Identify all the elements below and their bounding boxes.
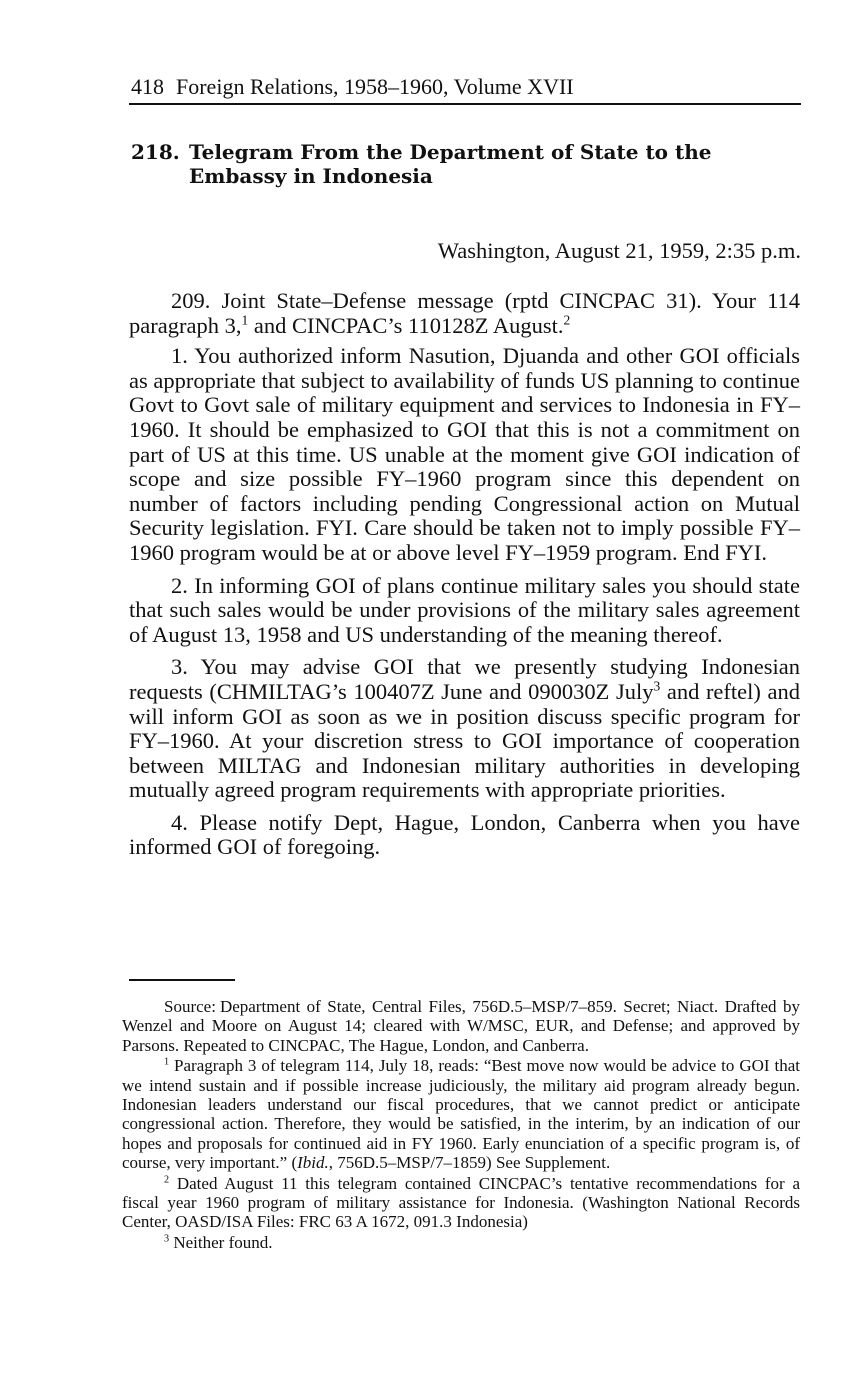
footnote-1-mark: 1 bbox=[164, 1056, 170, 1068]
footnote-1-text-a: Paragraph 3 of telegram 114, July 18, reads: “Best move now would be advice to GOI that we intend sustain and if possible increase judiciously, the military aid program already begun. Indonesian leaders understand our fiscal procedures, that we cannot predict or anticipate congressional action. Therefore, they would be satisfied, in the interim, by an indication of our hopes and proposals for continued aid in FY 1960. Early enunciation of a specific program is, of course, very important.” ( bbox=[122, 1056, 800, 1173]
paragraph-3-text-2: and reftel) and will inform GOI as soon as we in position discuss specific program for FY–1960. At your discretion stress to GOI importance of cooperation between MILTAG and Indonesian military authorities in developing mutually agreed program requirements with appropriate priorities. bbox=[129, 678, 800, 803]
footnote-ref-1: 1 bbox=[241, 312, 249, 328]
paragraph-2: 2. In informing GOI of plans continue military sales you should state that such sales would be under provisions of the military sales agreement of August 13, 1958 and US understanding of the meaning thereof. bbox=[129, 572, 800, 647]
footnote-2-mark: 2 bbox=[164, 1174, 170, 1185]
footnote-1 bbox=[122, 1056, 800, 1172]
document-number: 218. bbox=[131, 140, 180, 164]
footnote-3-text: Neither found. bbox=[169, 1232, 273, 1252]
footnote-1-ibid: Ibid. bbox=[297, 1153, 329, 1173]
footnote-rule bbox=[129, 979, 235, 981]
paragraph-1: 1. You authorized inform Nasution, Djuanda and other GOI officials as appropriate that subject to availability of funds US planning to continue Govt to Govt sale of military equipment and services to Indonesia in FY–1960. It should be emphasized to GOI that this is not a commitment on part of US at this time. US unable at the moment give GOI indication of scope and size possible FY–1960 program since this dependent on number of factors including pending Congressional action on Mutual Security legislation. FYI. Care should be taken not to imply possible FY–1960 program would be at or above level FY–1959 program. End FYI. bbox=[129, 343, 800, 565]
document-title: Telegram From the Department of State to the Embassy in Indonesia bbox=[189, 140, 712, 188]
header-rule bbox=[129, 103, 801, 105]
source-text: Department of State, Central Files, 756D.5–MSP/7–859. Secret; Niact. Drafted by Wenzel and Moore on August 14; cleared with W/MSC, EUR, and Defense; and approved by Parsons. Repeated to CINCPAC, The Hague, London, and Canberra. bbox=[122, 997, 800, 1055]
opening-text-1: 209. Joint State–Defense message (rptd CINCPAC 31). Your 114 paragraph 3, bbox=[129, 288, 800, 338]
footnotes bbox=[122, 997, 800, 1253]
opening-text-2: and CINCPAC’s 110128Z August. bbox=[248, 312, 564, 338]
paragraph-4: 4. Please notify Dept, Hague, London, Canberra when you have informed GOI of foregoing. bbox=[129, 809, 800, 860]
source-note bbox=[122, 997, 800, 1055]
running-title: Foreign Relations, 1958–1960, Volume XVII bbox=[176, 74, 574, 99]
paragraph-3 bbox=[129, 655, 800, 803]
footnote-2-text: Dated August 11 this telegram contained CINCPAC’s tentative recommendations for a fiscal year 1960 program of military assistance for Indonesia. (Washington National Records Center, OASD/ISA Files: FRC 63 A 1672, 091.3 Indonesia) bbox=[122, 1173, 800, 1232]
footnote-2 bbox=[122, 1174, 800, 1232]
footnote-3 bbox=[122, 1233, 800, 1252]
dateline: Washington, August 21, 1959, 2:35 p.m. bbox=[437, 238, 801, 263]
footnote-ref-3: 3 bbox=[653, 678, 661, 694]
footnote-3-mark: 3 bbox=[164, 1233, 170, 1245]
footnote-1-text-b: , 756D.5–MSP/7–1859) See Supplement. bbox=[328, 1153, 611, 1173]
paragraph-3-text-1: 3. You may advise GOI that we presently studying Indonesian requests (CHMILTAG’s 100407Z June and 090030Z July bbox=[129, 654, 800, 704]
footnote-ref-2: 2 bbox=[563, 312, 571, 328]
page-number: 418 bbox=[131, 74, 164, 99]
opening-paragraph bbox=[129, 289, 800, 338]
document-heading bbox=[131, 140, 801, 188]
telegram-body bbox=[129, 289, 800, 868]
source-label: Source: bbox=[164, 997, 216, 1016]
running-header bbox=[131, 74, 801, 100]
